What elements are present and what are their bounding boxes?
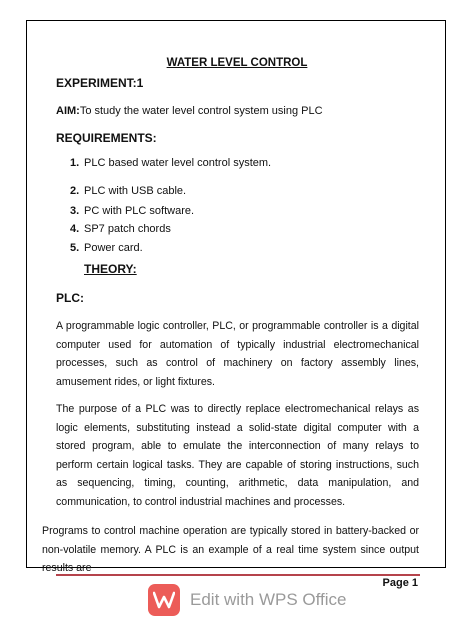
wps-w-glyph-icon (153, 591, 175, 609)
list-item: 3. PC with PLC software. (70, 205, 195, 217)
document-title: WATER LEVEL CONTROL (166, 57, 308, 69)
paragraph-plc-memory: Programs to control machine operation are typically stored in battery-backed or non-volatile memory. A PLC is an example of a real time system since output results are (42, 525, 419, 575)
page-number: Page 1 (382, 577, 418, 589)
list-item: 2. PLC with USB cable. (70, 185, 187, 197)
plc-heading: PLC: (56, 291, 84, 305)
wps-watermark[interactable] (148, 583, 347, 617)
paragraph-plc-definition: A programmable logic controller, PLC, or programmable controller is a digital computer used for automation of typically industrial electromechanical processes, such as control of machinery on factory assembly lines, amusement rides, or light fixtures. (56, 320, 419, 388)
theory-heading: THEORY: (84, 262, 137, 276)
wps-watermark-text: Edit with WPS Office (190, 590, 347, 609)
requirements-heading: REQUIREMENTS: (56, 131, 157, 145)
list-item: 1. PLC based water level control system. (70, 157, 272, 169)
paragraph-plc-purpose: The purpose of a PLC was to directly replace electromechanical relays as logic elements, substituting instead a solid-state digital computer with a stored program, able to emulate the interconnection of many relays to perform certain logical tasks. They are capable of storing instructions, such as sequencing, timing, counting, arithmetic, data manipulation, and communication, to control industrial machines and processes. (56, 403, 419, 508)
aim-label: AIM: (56, 105, 80, 117)
list-item: 5. Power card. (70, 242, 143, 254)
wps-logo-icon (148, 584, 180, 616)
aim-text: To study the water level control system using PLC (79, 105, 323, 117)
list-item: 4. SP7 patch chords (70, 223, 171, 235)
aim-line (56, 105, 323, 117)
footer-divider (56, 574, 420, 576)
experiment-heading: EXPERIMENT:1 (56, 76, 144, 90)
